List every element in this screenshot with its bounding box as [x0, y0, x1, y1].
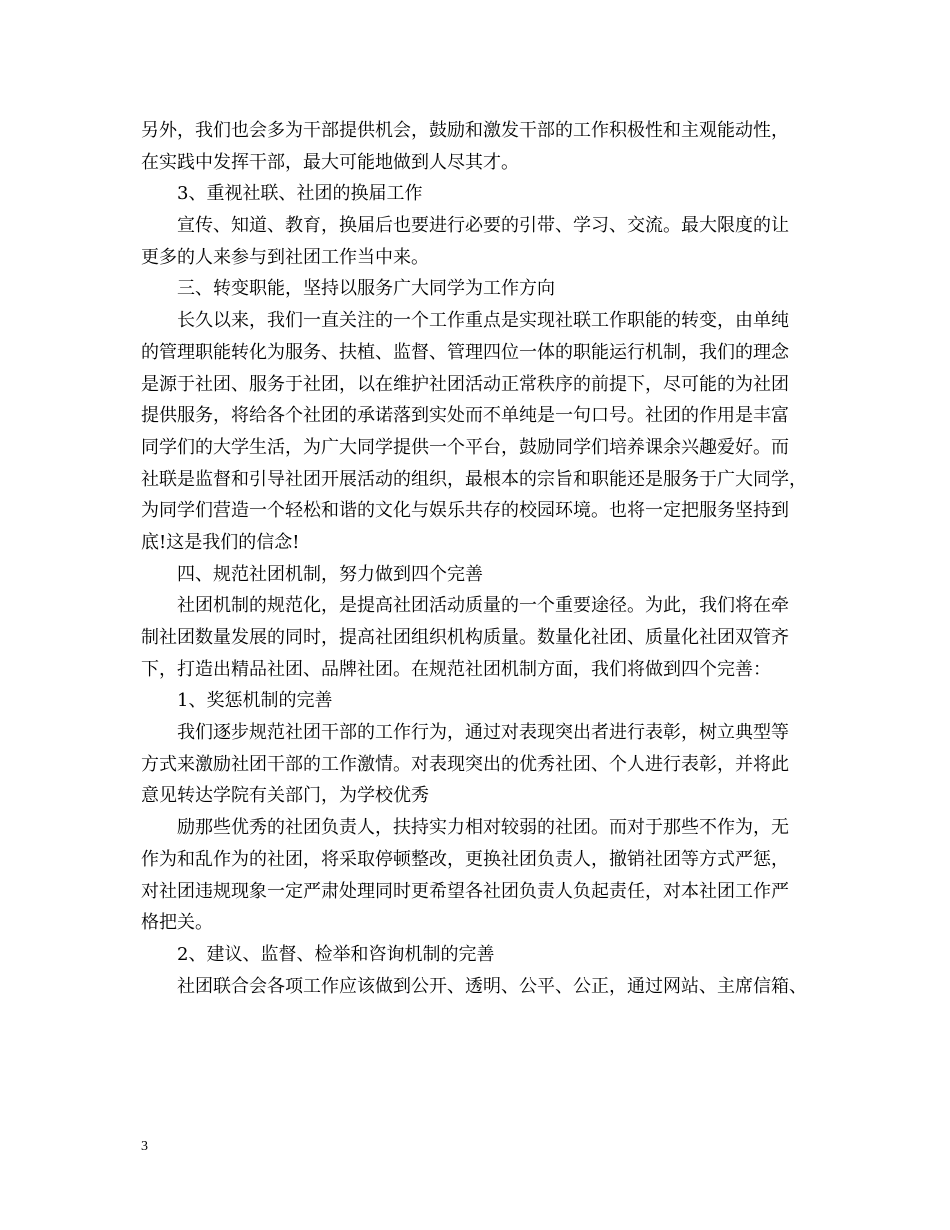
text-line: 意见转达学院有关部门，为学校优秀: [141, 785, 429, 807]
text-line: 我们逐步规范社团干部的工作行为，通过对表现突出者进行表彰，树立典型等: [177, 722, 789, 744]
text-line: 更多的人来参与到社团工作当中来。: [141, 246, 429, 268]
text-line: 同学们的大学生活，为广大同学提供一个平台，鼓励同学们培养课余兴趣爱好。而: [141, 436, 789, 458]
text-line: 1、奖惩机制的完善: [177, 690, 333, 712]
text-line: 励那些优秀的社团负责人，扶持实力相对较弱的社团。而对于那些不作为，无: [177, 817, 789, 839]
text-line: 长久以来，我们一直关注的一个工作重点是实现社联工作职能的转变，由单纯: [177, 310, 789, 332]
text-line: 作为和乱作为的社团，将采取停顿整改，更换社团负责人，撤销社团等方式严惩，: [141, 848, 789, 870]
text-line: 社团联合会各项工作应该做到公开、透明、公平、公正，通过网站、主席信箱、: [177, 975, 807, 997]
text-line: 3、重视社联、社团的换届工作: [177, 183, 423, 205]
page-number: 3: [141, 1139, 148, 1154]
text-line: 底!这是我们的信念!: [141, 531, 300, 553]
text-line: 社联是监督和引导社团开展活动的组织，最根本的宗旨和职能还是服务于广大同学，: [141, 468, 807, 490]
text-line: 格把关。: [141, 912, 213, 934]
text-line: 提供服务，将给各个社团的承诺落到实处而不单纯是一句口号。社团的作用是丰富: [141, 405, 789, 427]
document-body: [141, 115, 841, 1002]
text-line: 四、规范社团机制，努力做到四个完善: [177, 563, 483, 585]
text-line: 在实践中发挥干部，最大可能地做到人尽其才。: [141, 151, 519, 173]
text-line: 社团机制的规范化，是提高社团活动质量的一个重要途径。为此，我们将在牵: [177, 595, 789, 617]
text-line: 另外，我们也会多为干部提供机会，鼓励和激发干部的工作积极性和主观能动性，: [141, 120, 789, 141]
text-line: 方式来激励社团干部的工作激情。对表现突出的优秀社团、个人进行表彰，并将此: [141, 753, 789, 775]
text-line: 下，打造出精品社团、品牌社团。在规范社团机制方面，我们将做到四个完善：: [141, 658, 771, 680]
text-line: 的管理职能转化为服务、扶植、监督、管理四位一体的职能运行机制，我们的理念: [141, 341, 789, 363]
text-line: 是源于社团、服务于社团，以在维护社团活动正常秩序的前提下，尽可能的为社团: [141, 373, 789, 395]
text-line: 宣传、知道、教育，换届后也要进行必要的引带、学习、交流。最大限度的让: [177, 215, 789, 237]
text-line: 制社团数量发展的同时，提高社团组织机构质量。数量化社团、质量化社团双管齐: [141, 627, 789, 648]
text-line: 为同学们营造一个轻松和谐的文化与娱乐共存的校园环境。也将一定把服务坚持到: [141, 500, 789, 522]
text-line: 2、建议、监督、检举和咨询机制的完善: [177, 943, 495, 965]
text-line: 对社团违规现象一定严肃处理同时更希望各社团负责人负起责任，对本社团工作严: [141, 880, 789, 902]
text-line: 三、转变职能，坚持以服务广大同学为工作方向: [177, 278, 555, 300]
